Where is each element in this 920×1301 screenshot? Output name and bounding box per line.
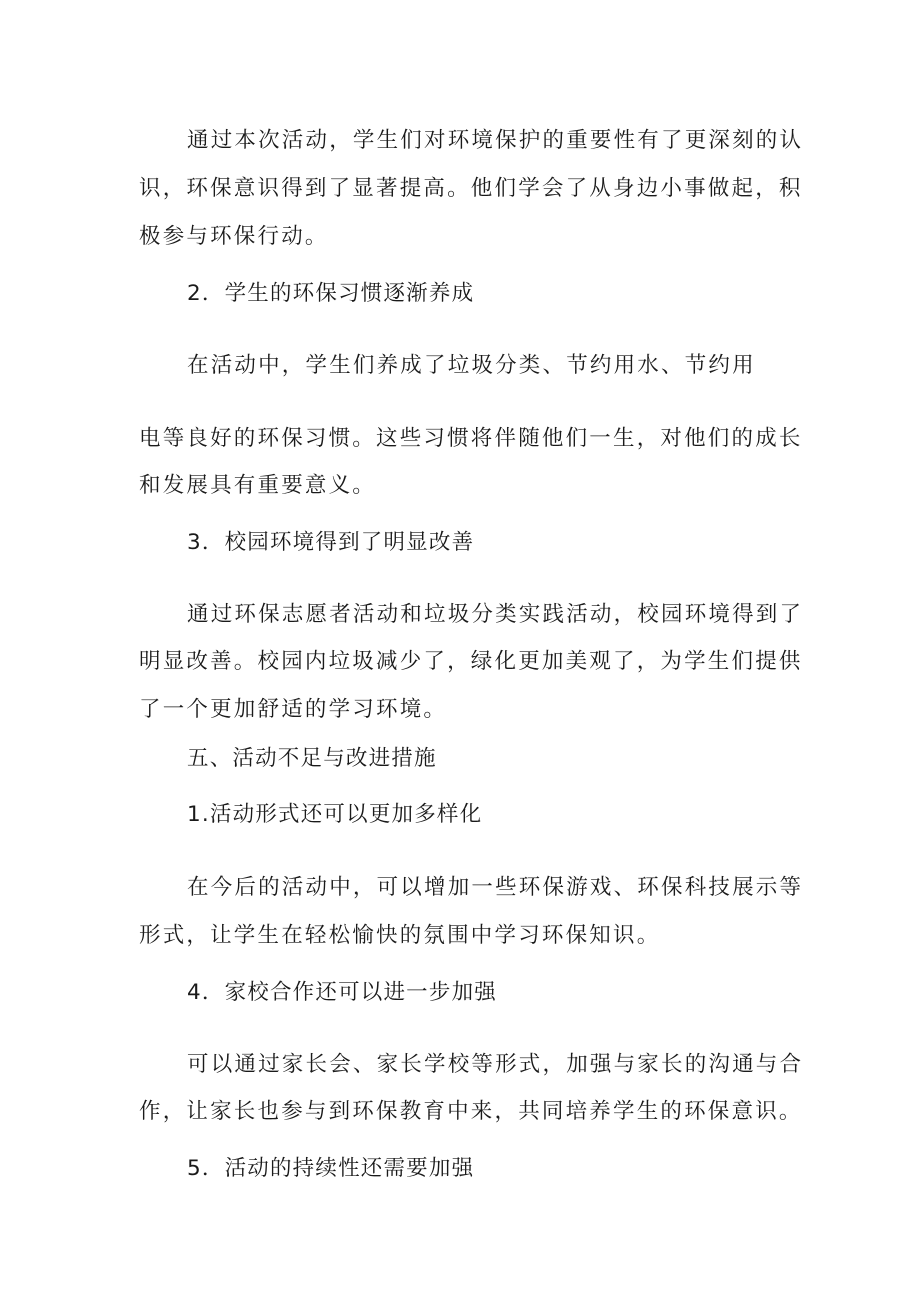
section-heading: 5．活动的持续性还需要加强 <box>187 1156 475 1181</box>
paragraph-line: 形式，让学生在轻松愉快的氛围中学习环保知识。 <box>139 923 661 948</box>
paragraph-line: 在活动中，学生们养成了垃圾分类、节约用水、节约用 <box>187 353 756 378</box>
paragraph-line: 通过环保志愿者活动和垃圾分类实践活动，校园环境得到了 <box>187 602 804 627</box>
paragraph-line: 明显改善。校园内垃圾减少了，绿化更加美观了，为学生们提供 <box>139 649 803 674</box>
paragraph-line: 电等良好的环保习惯。这些习惯将伴随他们一生，对他们的成长 <box>139 426 803 451</box>
section-heading: 4．家校合作还可以进一步加强 <box>187 980 497 1005</box>
paragraph-line: 作，让家长也参与到环保教育中来，共同培养学生的环保意识。 <box>139 1099 803 1124</box>
paragraph-line: 和发展具有重要意义。 <box>139 473 377 498</box>
section-heading: 1.活动形式还可以更加多样化 <box>187 802 483 827</box>
paragraph-line: 可以通过家长会、家长学校等形式，加强与家长的沟通与合 <box>187 1052 804 1077</box>
paragraph-line: 识，环保意识得到了显著提高。他们学会了从身边小事做起，积 <box>139 176 803 201</box>
chapter-heading: 五、活动不足与改进措施 <box>187 746 437 771</box>
paragraph-line: 极参与环保行动。 <box>139 224 329 249</box>
section-heading: 3．校园环境得到了明显改善 <box>187 530 475 555</box>
paragraph-line: 了一个更加舒适的学习环境。 <box>139 697 448 722</box>
paragraph-line: 在今后的活动中，可以增加一些环保游戏、环保科技展示等 <box>187 875 804 900</box>
section-heading: 2．学生的环保习惯逐渐养成 <box>187 281 475 306</box>
paragraph-line: 通过本次活动，学生们对环境保护的重要性有了更深刻的认 <box>187 128 804 153</box>
